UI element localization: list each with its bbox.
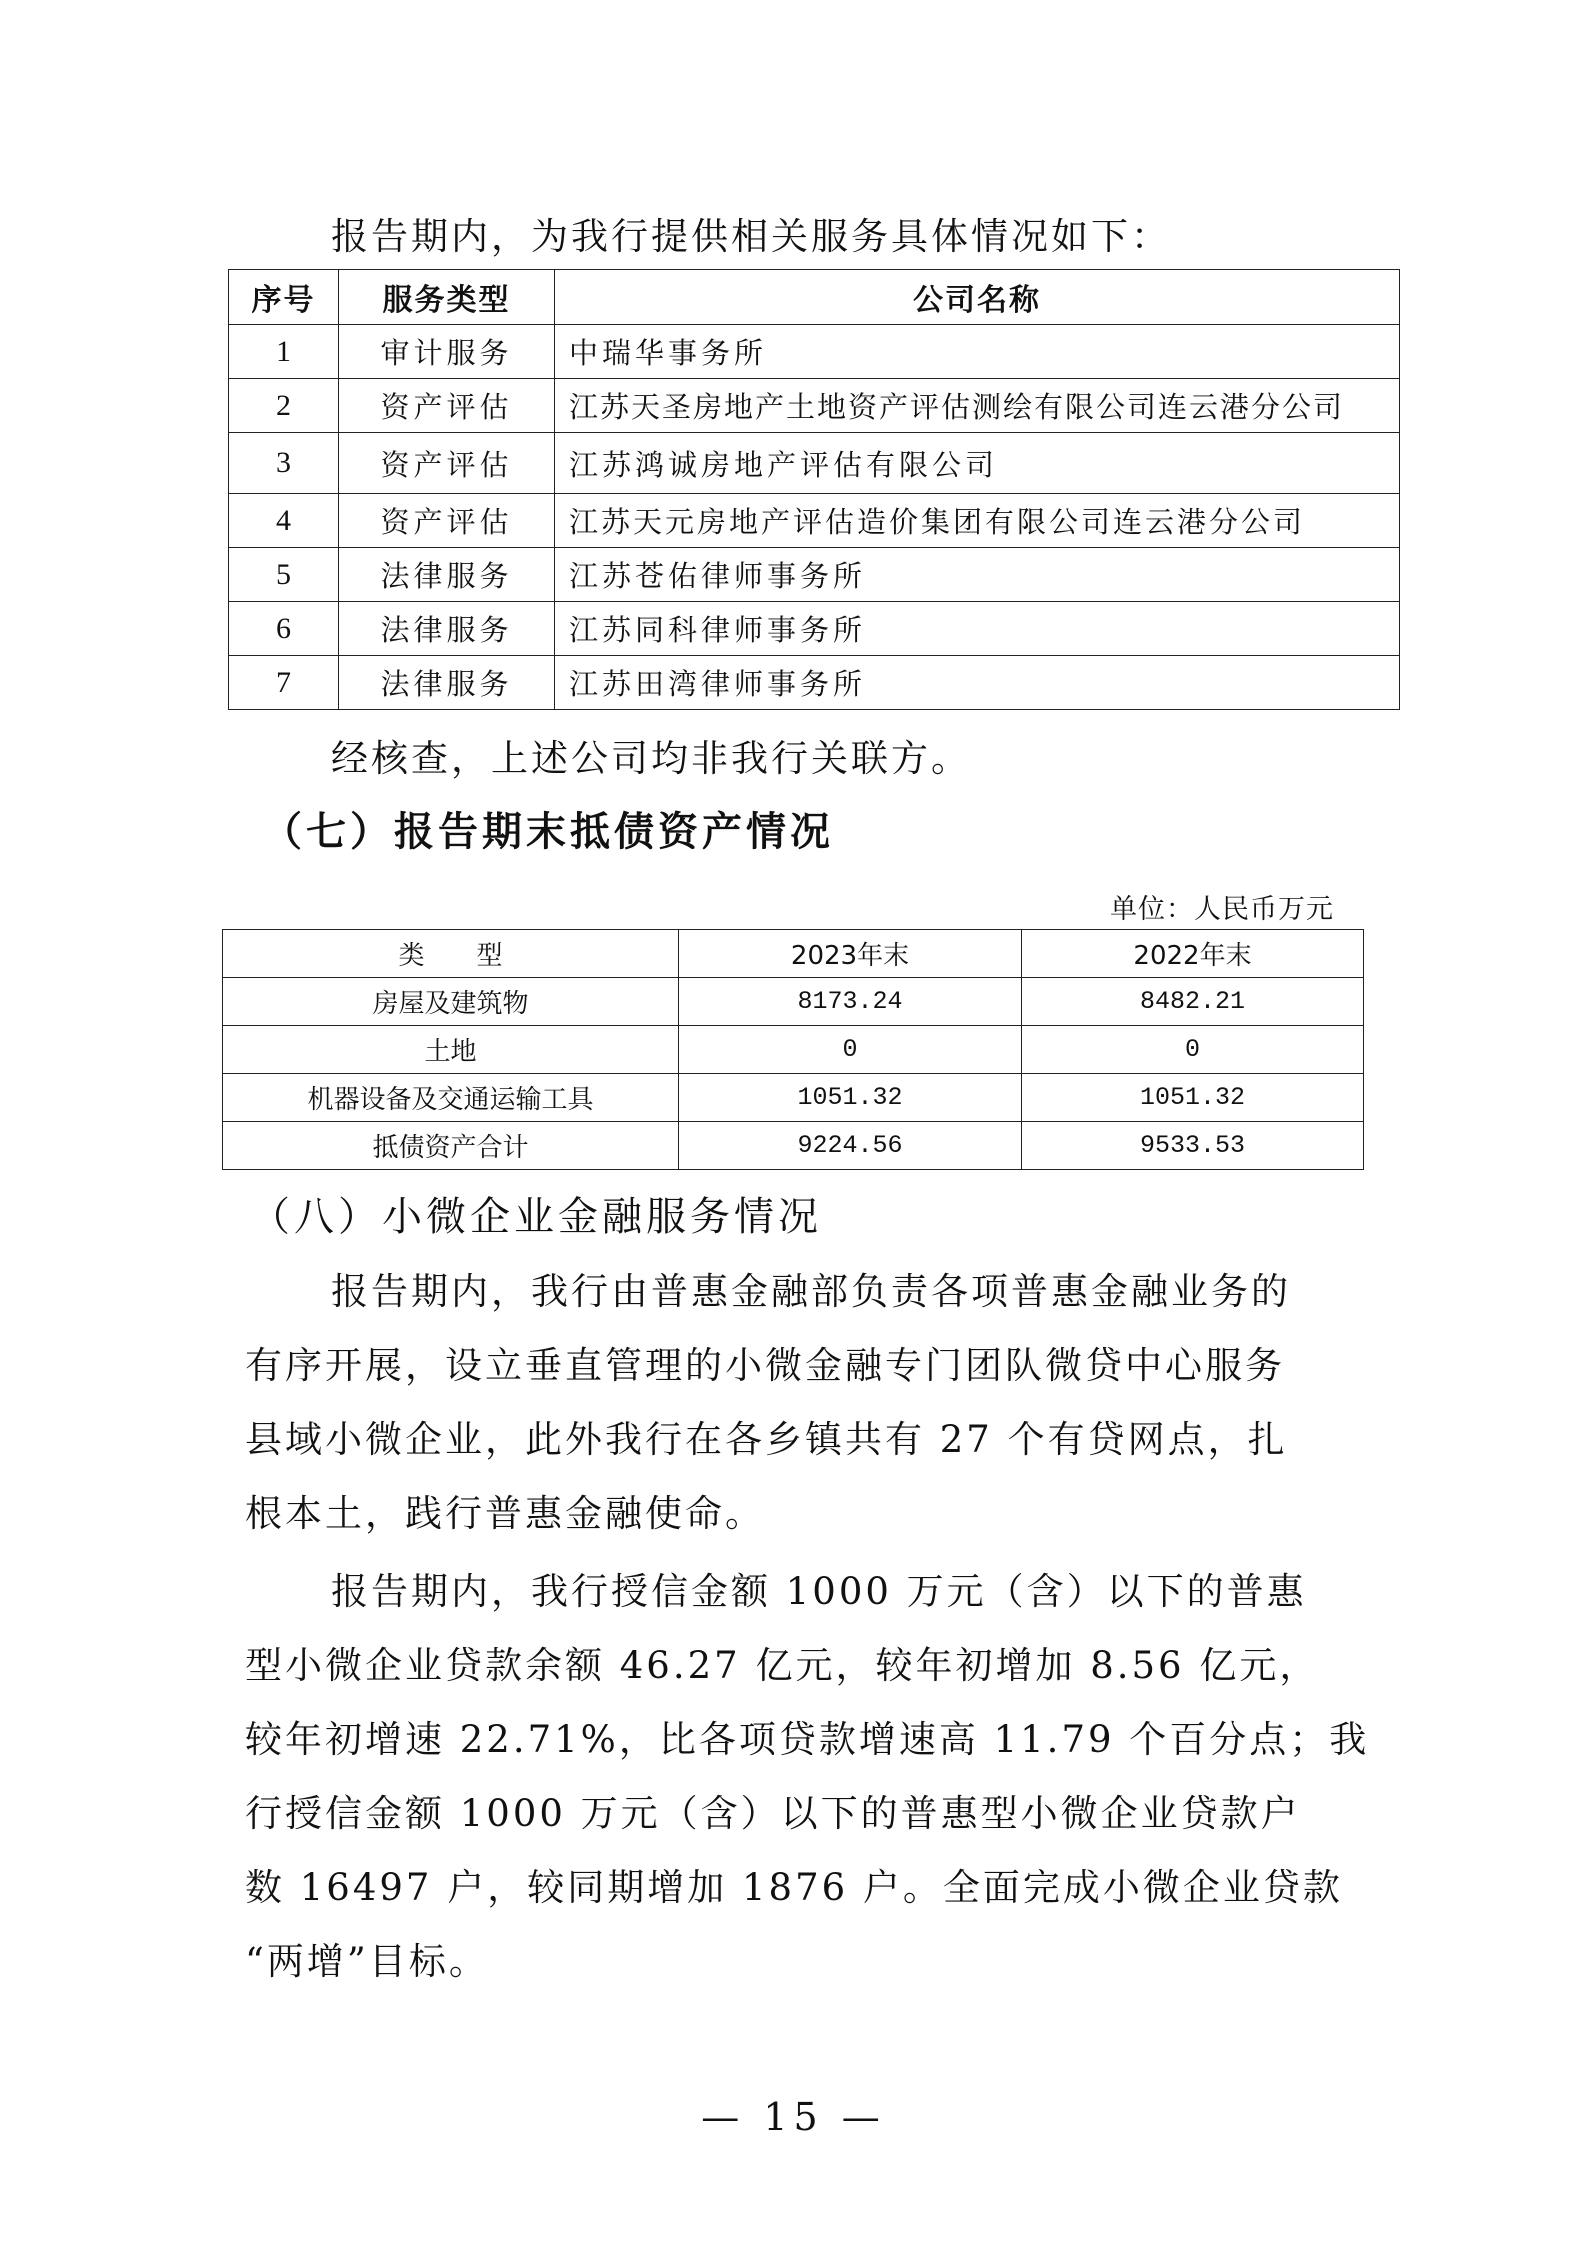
- table-row: [229, 548, 1400, 602]
- table-row: [229, 656, 1400, 710]
- paragraph-line: 报告期内，我行由普惠金融部负责各项普惠金融业务的: [331, 1270, 1291, 1313]
- company-name: 中瑞华事务所: [555, 325, 1400, 379]
- table-row: [229, 379, 1400, 433]
- company-name: 江苏鸿诚房地产评估有限公司: [555, 433, 1400, 494]
- table-row: [229, 602, 1400, 656]
- foreclosed-assets-table: [222, 929, 1364, 1170]
- paragraph-line: 行授信金额 1000 万元（含）以下的普惠型小微企业贷款户: [245, 1792, 1301, 1835]
- table-header-row: [223, 930, 1364, 978]
- row-index: 7: [229, 656, 339, 710]
- value-2023: 0: [679, 1026, 1022, 1074]
- paragraph-line: 较年初增速 22.71%，比各项贷款增速高 11.79 个百分点；我: [245, 1718, 1370, 1761]
- value-2023: 8173.24: [679, 978, 1022, 1026]
- service-provider-table: [228, 269, 1400, 710]
- paragraph-line: 有序开展，设立垂直管理的小微金融专门团队微贷中心服务: [245, 1344, 1285, 1387]
- service-type: 法律服务: [339, 548, 555, 602]
- asset-type: 机器设备及交通运输工具: [223, 1074, 679, 1122]
- value-2022: 1051.32: [1022, 1074, 1364, 1122]
- row-index: 6: [229, 602, 339, 656]
- value-2023: 1051.32: [679, 1074, 1022, 1122]
- asset-type: 抵债资产合计: [223, 1122, 679, 1170]
- company-name: 江苏田湾律师事务所: [555, 656, 1400, 710]
- service-type: 法律服务: [339, 602, 555, 656]
- value-2023: 9224.56: [679, 1122, 1022, 1170]
- intro-text: 报告期内，为我行提供相关服务具体情况如下：: [331, 215, 1171, 258]
- col-header-type: 类 型: [223, 930, 679, 978]
- asset-type: 房屋及建筑物: [223, 978, 679, 1026]
- company-name: 江苏苍佑律师事务所: [555, 548, 1400, 602]
- table-row: [229, 494, 1400, 548]
- table-row: [223, 1074, 1364, 1122]
- value-2022: 8482.21: [1022, 978, 1364, 1026]
- unit-label: 单位：人民币万元: [1110, 894, 1334, 925]
- table-row: [223, 1122, 1364, 1170]
- row-index: 2: [229, 379, 339, 433]
- row-index: 5: [229, 548, 339, 602]
- table-row: [223, 1026, 1364, 1074]
- company-name: 江苏同科律师事务所: [555, 602, 1400, 656]
- asset-type: 土地: [223, 1026, 679, 1074]
- value-2022: 0: [1022, 1026, 1364, 1074]
- paragraph-line: 县域小微企业，此外我行在各乡镇共有 27 个有贷网点，扎: [245, 1418, 1288, 1461]
- table-row: [229, 433, 1400, 494]
- table-row: [229, 325, 1400, 379]
- paragraph-line: 型小微企业贷款余额 46.27 亿元，较年初增加 8.56 亿元，: [245, 1644, 1320, 1687]
- service-type: 资产评估: [339, 494, 555, 548]
- company-name: 江苏天圣房地产土地资产评估测绘有限公司连云港分公司: [555, 379, 1400, 433]
- section-8-heading: （八）小微企业金融服务情况: [250, 1194, 822, 1240]
- service-type: 资产评估: [339, 433, 555, 494]
- section-7-heading: （七）报告期末抵债资产情况: [262, 809, 834, 855]
- paragraph-inclusive-finance: [245, 1255, 1365, 1551]
- company-name: 江苏天元房地产评估造价集团有限公司连云港分公司: [555, 494, 1400, 548]
- paragraph-line: 报告期内，我行授信金额 1000 万元（含）以下的普惠: [331, 1570, 1307, 1613]
- paragraph-line: 根本土，践行普惠金融使命。: [245, 1492, 765, 1535]
- col-header-index: 序号: [229, 270, 339, 325]
- service-type: 资产评估: [339, 379, 555, 433]
- row-index: 3: [229, 433, 339, 494]
- page-number: — 15 —: [701, 2095, 886, 2139]
- col-header-2023: 2023年末: [679, 930, 1022, 978]
- verification-text: 经核查，上述公司均非我行关联方。: [331, 737, 971, 780]
- paragraph-line: “两增”目标。: [245, 1940, 489, 1983]
- col-header-service-type: 服务类型: [339, 270, 555, 325]
- service-type: 审计服务: [339, 325, 555, 379]
- table-row: [223, 978, 1364, 1026]
- row-index: 4: [229, 494, 339, 548]
- row-index: 1: [229, 325, 339, 379]
- service-type: 法律服务: [339, 656, 555, 710]
- col-header-2022: 2022年末: [1022, 930, 1364, 978]
- table-header-row: [229, 270, 1400, 325]
- paragraph-line: 数 16497 户，较同期增加 1876 户。全面完成小微企业贷款: [245, 1866, 1343, 1909]
- paragraph-micro-loans: [245, 1555, 1370, 1999]
- col-header-company-name: 公司名称: [555, 270, 1400, 325]
- value-2022: 9533.53: [1022, 1122, 1364, 1170]
